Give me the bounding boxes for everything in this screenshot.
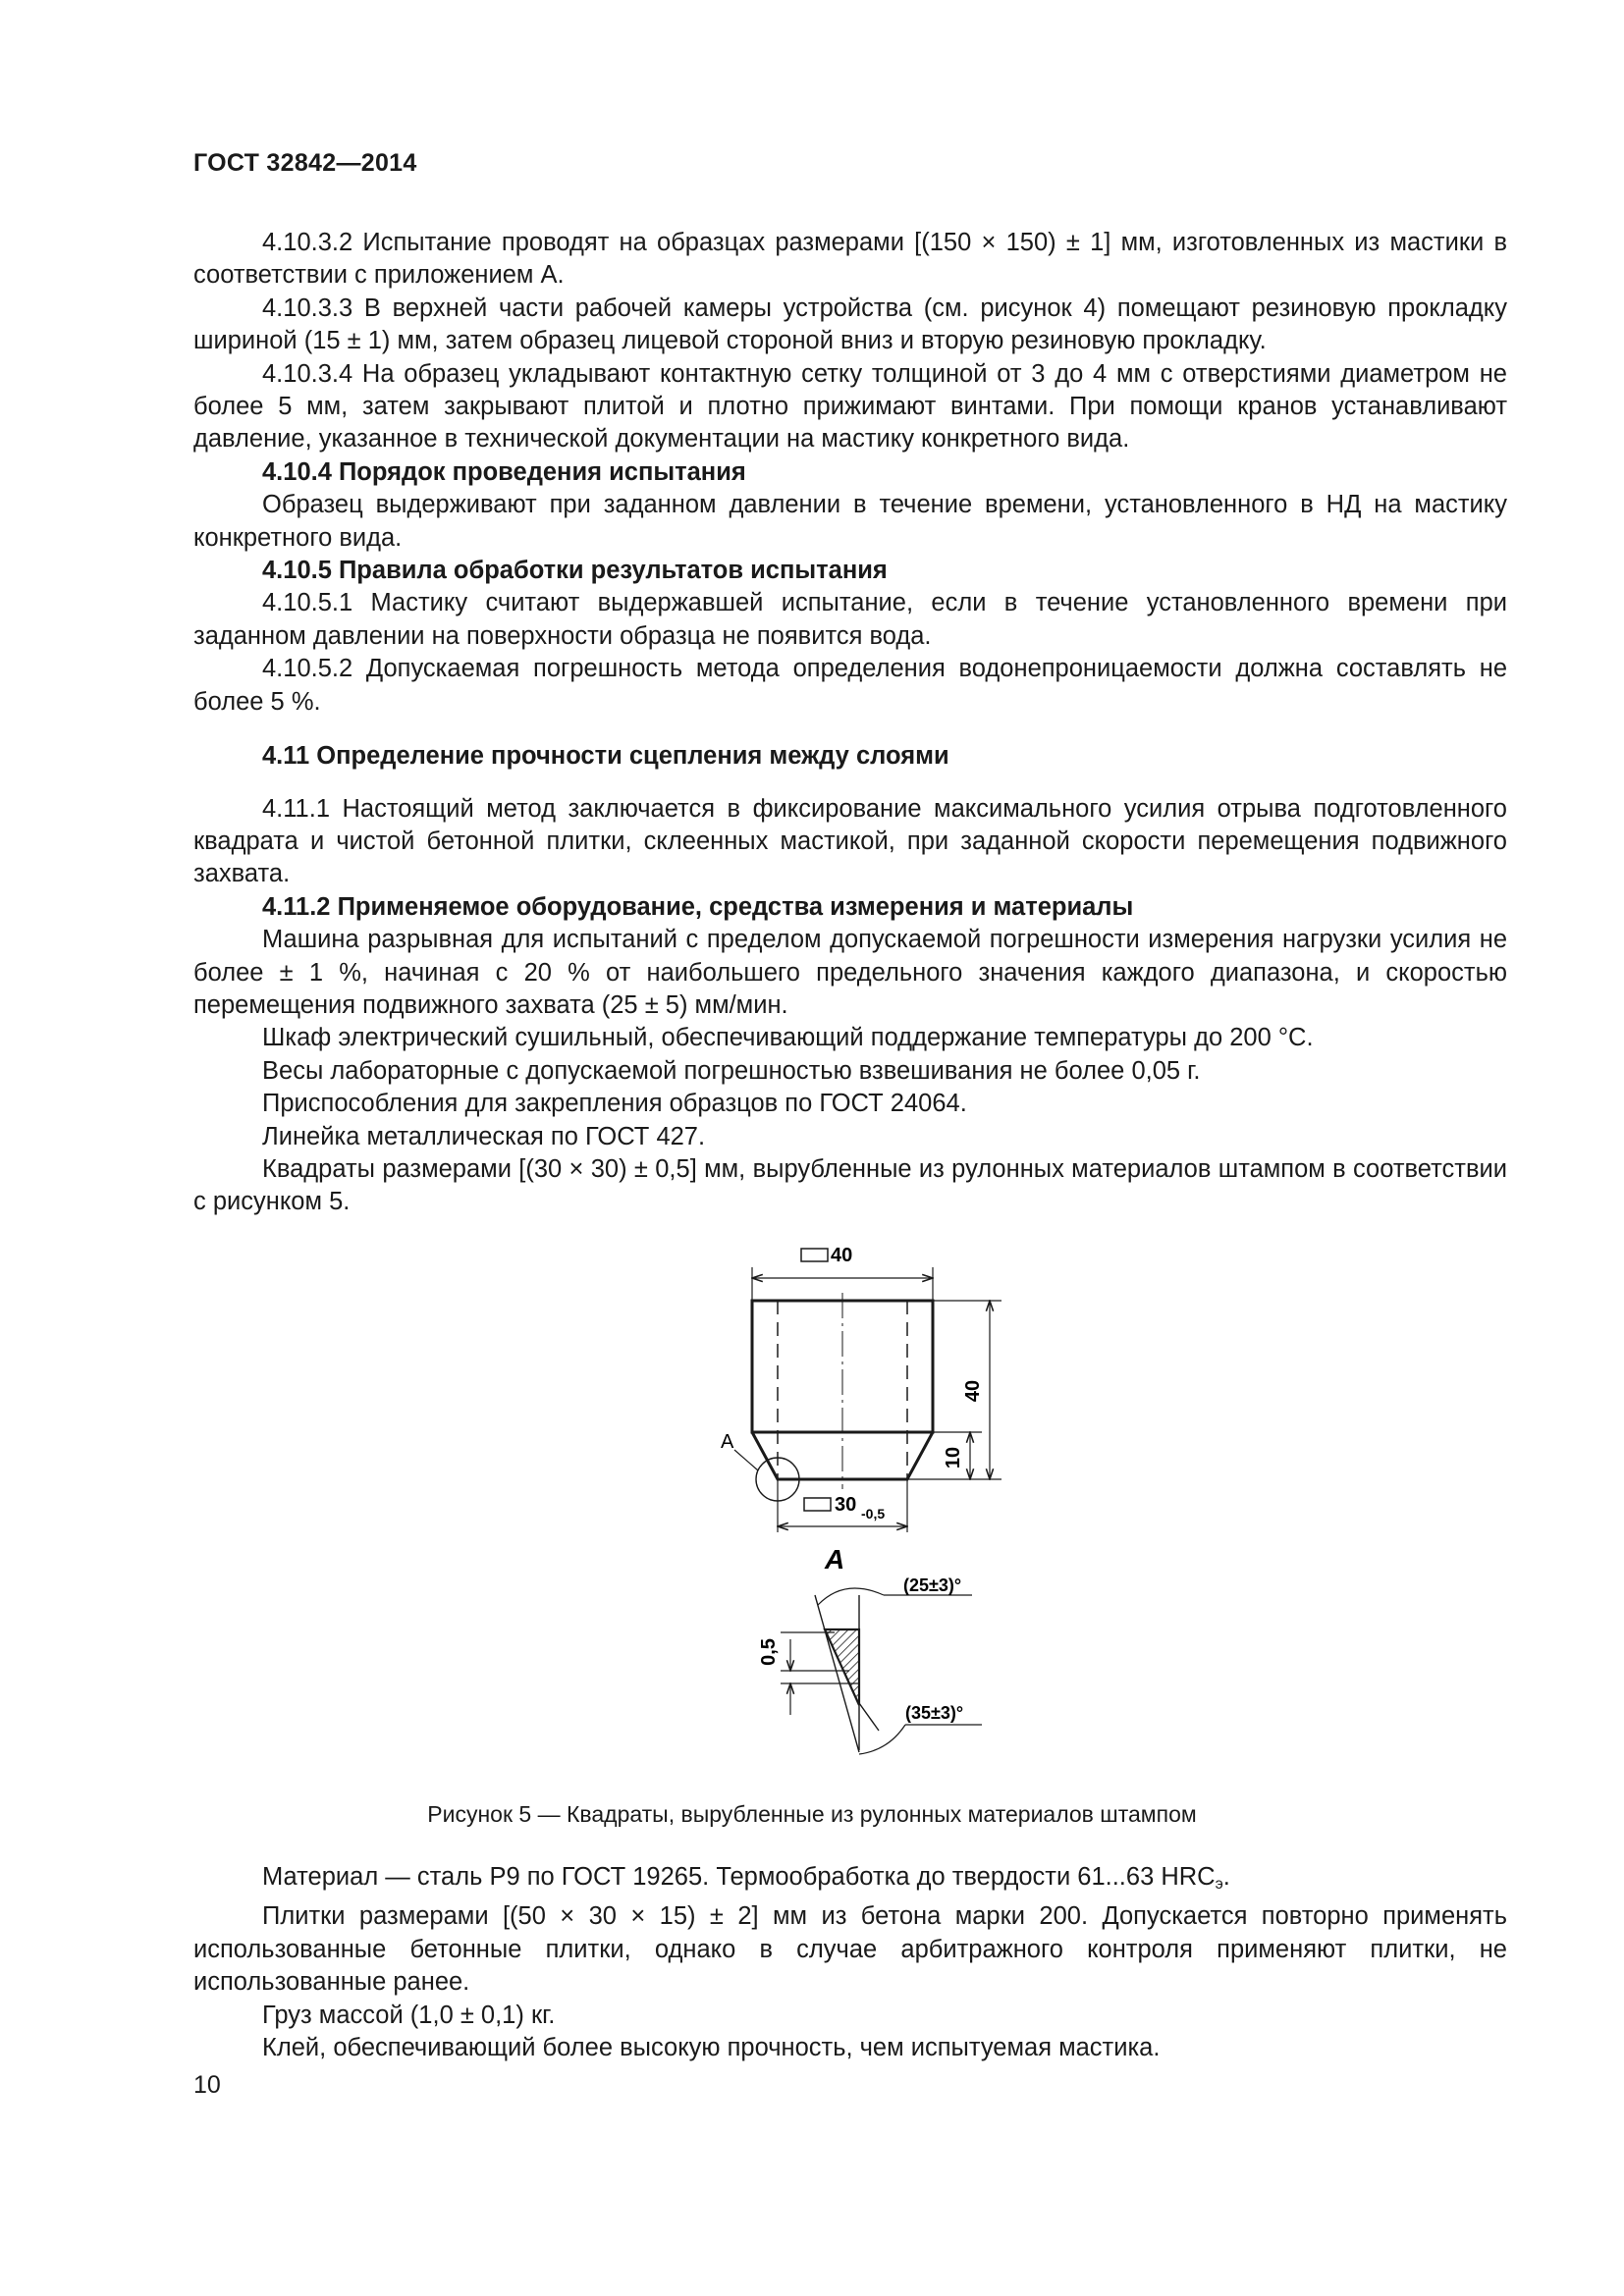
dim-height: 40: [962, 1379, 984, 1403]
dim-bottom: 30: [835, 1494, 857, 1516]
paragraph: Шкаф электрический сушильный, обеспечивающий поддержание температуры до 200 °С.: [262, 1024, 1314, 1052]
paragraph: Линейка металлическая по ГОСТ 427.: [262, 1122, 706, 1150]
paragraph: 4.10.5.1 Мастику считают выдержавшей испытание, если в течение установленного времени при заданном давлении на поверхности образца не появится вода.: [193, 589, 1507, 650]
material-end: .: [1222, 1863, 1230, 1891]
paragraph: Весы лабораторные с допускаемой погрешностью взвешивания не более 0,05 г.: [262, 1056, 1201, 1085]
paragraph: 4.10.3.4 На образец укладывают контактную сетку толщиной от 3 до 4 мм с отверстиями диаметром не более 5 мм, затем закрывают плитой и плотно прижимают винтами. При помощи кранов устанавливают давление, указанное в технической документации на мастику конкретного вида.: [193, 359, 1507, 454]
body-text-bottom: [193, 1861, 1507, 2064]
paragraph: 4.10.3.3 В верхней части рабочей камеры устройства (см. рисунок 4) помещают резиновую прокладку шириной (15 ± 1) мм, затем образец лицевой стороной вниз и вторую резиновую прокладку.: [193, 294, 1507, 355]
dim-taper: 10: [943, 1446, 964, 1469]
dim-top-width: 40: [831, 1245, 853, 1266]
document-header: ГОСТ 32842—2014: [193, 149, 417, 177]
paragraph: Образец выдерживают при заданном давлении в течение времени, установленного в НД на мастику конкретного вида.: [193, 491, 1507, 552]
body-text-top: [193, 227, 1507, 1219]
material-subscript: э: [1215, 1876, 1223, 1893]
figure-5-drawing: [687, 1232, 1060, 1782]
material-text: Материал — сталь Р9 по ГОСТ 19265. Термообработка до твердости 61...63 HRC: [262, 1863, 1216, 1891]
paragraph: Плитки размерами [(50 × 30 × 15) ± 2] мм из бетона марки 200. Допускается повторно применять использованные бетонные плитки, однако в случае арбитражного контроля применяют плитки, не использованные ранее.: [193, 1902, 1507, 1997]
paragraph: 4.10.5.2 Допускаемая погрешность метода определения водонепроницаемости должна составлять не более 5 %.: [193, 655, 1507, 716]
section-heading: 4.10.4 Порядок проведения испытания: [262, 457, 746, 486]
section-heading: 4.11.2 Применяемое оборудование, средства измерения и материалы: [262, 892, 1134, 921]
detail-marker: А: [721, 1431, 734, 1453]
detail-title: А: [825, 1544, 845, 1575]
paragraph: Квадраты размерами [(30 × 30) ± 0,5] мм, вырубленные из рулонных материалов штампом в соответствии с рисунком 5.: [193, 1154, 1507, 1216]
angle-top: (25±3)°: [903, 1575, 962, 1595]
angle-bottom: (35±3)°: [905, 1703, 964, 1723]
dim-bottom-tolerance: -0,5: [861, 1506, 886, 1522]
paragraph: Машина разрывная для испытаний с пределом допускаемой погрешности измерения нагрузки усилия не более ± 1 %, начиная с 20 % от наибольшего предельного значения каждого диапазона, и скоростью перемещения подвижного захвата (25 ± 5) мм/мин.: [193, 926, 1507, 1019]
paragraph-material: [193, 1861, 1507, 1900]
paragraph: Клей, обеспечивающий более высокую прочность, чем испытуемая мастика.: [262, 2034, 1161, 2062]
paragraph: 4.10.3.2 Испытание проводят на образцах размерами [(150 × 150) ± 1] мм, изготовленных из мастики в соответствии с приложением А.: [193, 229, 1507, 290]
section-heading: 4.11 Определение прочности сцепления между слоями: [262, 742, 949, 771]
page-number: 10: [193, 2071, 221, 2099]
paragraph: Приспособления для закрепления образцов по ГОСТ 24064.: [262, 1090, 967, 1118]
paragraph: Груз массой (1,0 ± 0,1) кг.: [262, 2001, 556, 2029]
paragraph: 4.11.1 Настоящий метод заключается в фиксирование максимального усилия отрыва подготовленного квадрата и чистой бетонной плитки, склеенных мастикой, при заданной скорости перемещения подвижного захвата.: [193, 794, 1507, 888]
figure-caption: Рисунок 5 — Квадраты, вырубленные из рулонных материалов штампом: [427, 1801, 1197, 1827]
section-heading: 4.10.5 Правила обработки результатов испытания: [262, 557, 888, 585]
dim-edge: 0,5: [758, 1638, 780, 1666]
